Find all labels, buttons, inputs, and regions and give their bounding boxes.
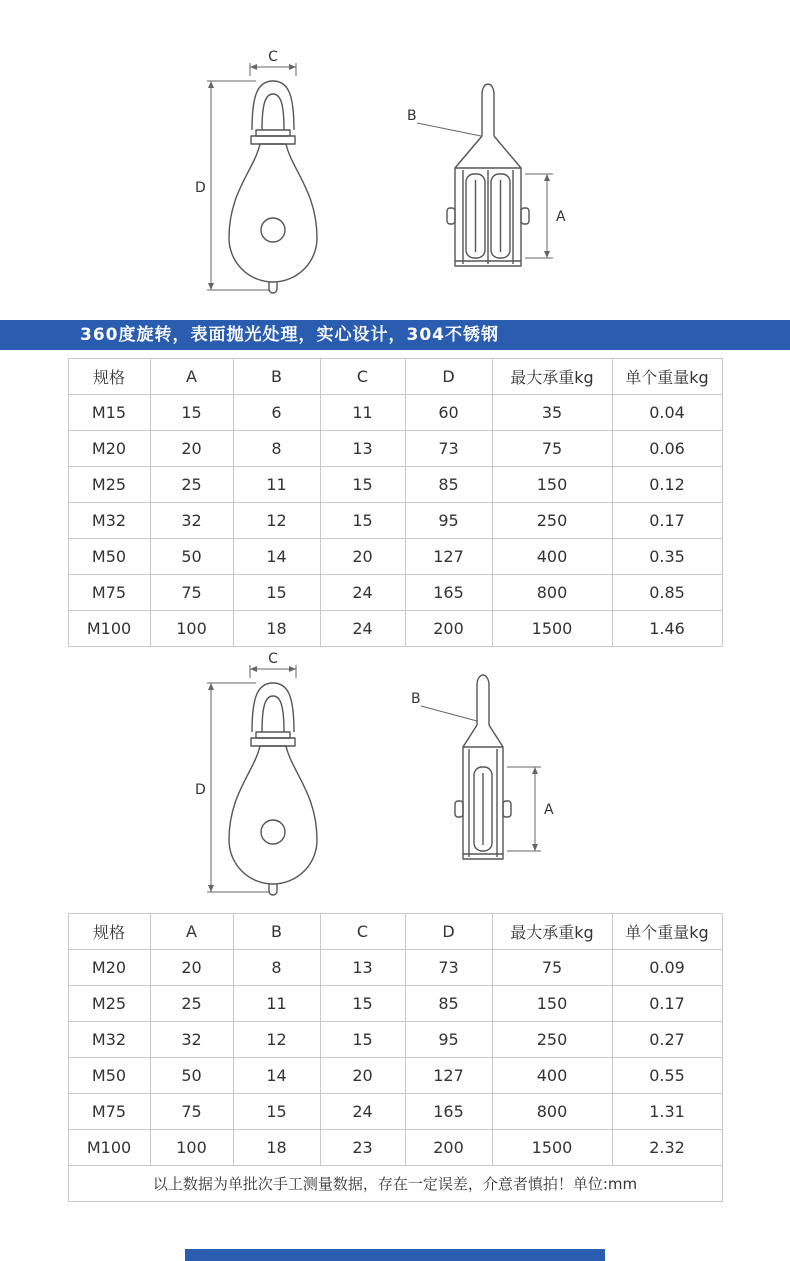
- spec-table-double-sheave: [68, 358, 723, 647]
- pulley-diagram-section-single: [0, 647, 790, 905]
- table-cell: 12: [233, 503, 320, 539]
- dim-label-c: C: [268, 652, 278, 667]
- column-header: D: [405, 914, 492, 950]
- table-cell: 95: [405, 1022, 492, 1058]
- column-header: 最大承重kg: [492, 359, 612, 395]
- table-cell: 8: [233, 950, 320, 986]
- table-cell: 800: [492, 1094, 612, 1130]
- table-cell: 24: [320, 575, 405, 611]
- column-header: A: [150, 914, 233, 950]
- table-cell: 0.06: [612, 431, 722, 467]
- table-cell: 75: [150, 575, 233, 611]
- table-row: [68, 1130, 722, 1166]
- table-row: [68, 1022, 722, 1058]
- table-cell: M20: [68, 431, 150, 467]
- pulley-side-view-drawing-double-sheave: [395, 78, 585, 298]
- column-header: 最大承重kg: [492, 914, 612, 950]
- table-cell: 0.17: [612, 503, 722, 539]
- table-cell: 13: [320, 431, 405, 467]
- table-cell: 165: [405, 1094, 492, 1130]
- table-cell: 13: [320, 950, 405, 986]
- table-row: [68, 1058, 722, 1094]
- table-row: [68, 503, 722, 539]
- table-row: [68, 539, 722, 575]
- table-cell: M25: [68, 467, 150, 503]
- table-cell: 11: [233, 986, 320, 1022]
- pulley-diagram-section-double: [0, 0, 790, 320]
- table-cell: 15: [320, 1022, 405, 1058]
- table-cell: 35: [492, 395, 612, 431]
- dim-label-b: B: [407, 108, 417, 124]
- table-cell: 1.46: [612, 611, 722, 647]
- table-cell: 0.85: [612, 575, 722, 611]
- pulley-front-view-drawing: [190, 652, 360, 902]
- table-note-row: [68, 1166, 722, 1202]
- table-cell: M100: [68, 1130, 150, 1166]
- table-cell: 15: [233, 575, 320, 611]
- pulley-side-view-drawing-single-sheave: [395, 669, 585, 889]
- table-cell: 75: [492, 431, 612, 467]
- next-banner-partial: [185, 1249, 605, 1261]
- table-row: [68, 575, 722, 611]
- measurement-note: 以上数据为单批次手工测量数据，存在一定误差，介意者慎拍！单位:mm: [68, 1166, 722, 1202]
- table-cell: 0.04: [612, 395, 722, 431]
- table-cell: 85: [405, 986, 492, 1022]
- dim-label-a: A: [556, 209, 566, 225]
- table-cell: 200: [405, 611, 492, 647]
- column-header: 单个重量kg: [612, 914, 722, 950]
- table-cell: 0.09: [612, 950, 722, 986]
- table-cell: 24: [320, 1094, 405, 1130]
- table-cell: 20: [150, 950, 233, 986]
- column-header: D: [405, 359, 492, 395]
- table-row: [68, 431, 722, 467]
- table-cell: 73: [405, 431, 492, 467]
- table-cell: 18: [233, 1130, 320, 1166]
- table-cell: 95: [405, 503, 492, 539]
- table-cell: 100: [150, 611, 233, 647]
- table-cell: 800: [492, 575, 612, 611]
- column-header: 单个重量kg: [612, 359, 722, 395]
- table-cell: 400: [492, 539, 612, 575]
- table-cell: 14: [233, 1058, 320, 1094]
- table-cell: 50: [150, 1058, 233, 1094]
- table-cell: M100: [68, 611, 150, 647]
- table-cell: 32: [150, 1022, 233, 1058]
- column-header: C: [320, 914, 405, 950]
- table-cell: 50: [150, 539, 233, 575]
- table-cell: 200: [405, 1130, 492, 1166]
- table-cell: 250: [492, 1022, 612, 1058]
- table-cell: 127: [405, 1058, 492, 1094]
- table-cell: 15: [150, 395, 233, 431]
- spec-table-single-sheave: [68, 913, 723, 1202]
- dim-label-c: C: [268, 50, 278, 65]
- table-row: [68, 467, 722, 503]
- table-cell: 0.17: [612, 986, 722, 1022]
- table-cell: 1.31: [612, 1094, 722, 1130]
- table-cell: M32: [68, 503, 150, 539]
- table-cell: 1500: [492, 1130, 612, 1166]
- table-cell: 11: [233, 467, 320, 503]
- table-row: [68, 950, 722, 986]
- table-header-row: [68, 914, 722, 950]
- table-cell: 12: [233, 1022, 320, 1058]
- table-cell: 75: [492, 950, 612, 986]
- table-cell: 6: [233, 395, 320, 431]
- table-row: [68, 395, 722, 431]
- table-cell: 24: [320, 611, 405, 647]
- table-cell: M75: [68, 1094, 150, 1130]
- table-cell: 165: [405, 575, 492, 611]
- table-cell: 11: [320, 395, 405, 431]
- table-cell: M50: [68, 1058, 150, 1094]
- table-cell: 85: [405, 467, 492, 503]
- table-cell: M32: [68, 1022, 150, 1058]
- table-cell: 150: [492, 986, 612, 1022]
- table-cell: 18: [233, 611, 320, 647]
- table-cell: M15: [68, 395, 150, 431]
- pulley-front-view-drawing: [190, 50, 360, 300]
- table-cell: 60: [405, 395, 492, 431]
- table-cell: 400: [492, 1058, 612, 1094]
- table-cell: 250: [492, 503, 612, 539]
- table-cell: 14: [233, 539, 320, 575]
- table-cell: 1500: [492, 611, 612, 647]
- dim-label-b: B: [411, 691, 421, 707]
- table-cell: 25: [150, 467, 233, 503]
- table-cell: 127: [405, 539, 492, 575]
- table-cell: 100: [150, 1130, 233, 1166]
- dim-label-a: A: [544, 802, 554, 818]
- table-cell: 8: [233, 431, 320, 467]
- column-header: 规格: [68, 914, 150, 950]
- table-cell: 75: [150, 1094, 233, 1130]
- table-cell: 15: [320, 986, 405, 1022]
- column-header: 规格: [68, 359, 150, 395]
- dim-label-d: D: [195, 180, 206, 196]
- table-cell: 150: [492, 467, 612, 503]
- table-row: [68, 986, 722, 1022]
- table-cell: 15: [233, 1094, 320, 1130]
- table-cell: M25: [68, 986, 150, 1022]
- table-cell: 20: [150, 431, 233, 467]
- table-cell: 25: [150, 986, 233, 1022]
- table-cell: M20: [68, 950, 150, 986]
- table-cell: M50: [68, 539, 150, 575]
- table-header-row: [68, 359, 722, 395]
- table-cell: 32: [150, 503, 233, 539]
- table-cell: 0.12: [612, 467, 722, 503]
- table-row: [68, 1094, 722, 1130]
- table-cell: 73: [405, 950, 492, 986]
- column-header: B: [233, 914, 320, 950]
- table-cell: 15: [320, 503, 405, 539]
- feature-banner: [0, 320, 790, 350]
- table-cell: M75: [68, 575, 150, 611]
- column-header: A: [150, 359, 233, 395]
- table-cell: 0.27: [612, 1022, 722, 1058]
- feature-banner-text: 360度旋转，表面抛光处理，实心设计，304不锈钢: [80, 325, 499, 345]
- table-cell: 0.35: [612, 539, 722, 575]
- column-header: C: [320, 359, 405, 395]
- table-cell: 0.55: [612, 1058, 722, 1094]
- table-row: [68, 611, 722, 647]
- table-cell: 23: [320, 1130, 405, 1166]
- table-cell: 20: [320, 539, 405, 575]
- column-header: B: [233, 359, 320, 395]
- dim-label-d: D: [195, 782, 206, 798]
- table-cell: 20: [320, 1058, 405, 1094]
- table-cell: 15: [320, 467, 405, 503]
- table-cell: 2.32: [612, 1130, 722, 1166]
